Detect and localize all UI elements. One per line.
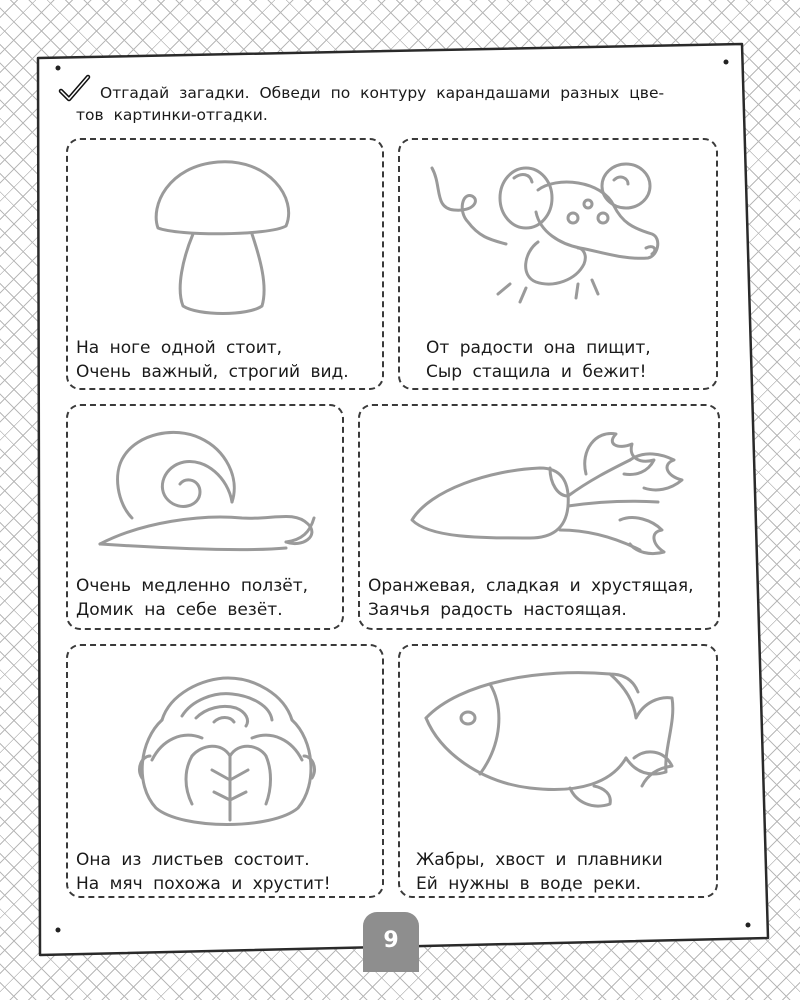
riddle-line-2: Очень важный, строгий вид.: [76, 362, 349, 382]
snail-picture[interactable]: [82, 414, 332, 554]
checkmark-icon: [58, 72, 94, 106]
riddle-line-1: От радости она пищит,: [426, 338, 651, 358]
riddle-line-2: Сыр стащила и бежит!: [426, 362, 647, 382]
riddle-line-1: На ноге одной стоит,: [76, 338, 283, 358]
mushroom-picture[interactable]: [148, 158, 298, 318]
mouse-picture[interactable]: [428, 156, 668, 316]
riddle-line-2: На мяч похожа и хрустит!: [76, 874, 331, 894]
instruction-line-1: Отгадай загадки. Обведи по контуру карандашами разных цве-: [100, 84, 665, 102]
riddle-line-2: Домик на себе везёт.: [76, 600, 283, 620]
instruction-text: [76, 82, 720, 126]
riddle-line-1: Оранжевая, сладкая и хрустящая,: [368, 576, 694, 596]
riddle-card-carrot: [358, 404, 720, 630]
fish-picture[interactable]: [420, 662, 700, 832]
riddle-card-mushroom: [66, 138, 384, 390]
riddle-card-fish: [398, 644, 718, 898]
riddle-card-cabbage: [66, 644, 384, 898]
riddle-card-snail: [66, 404, 344, 630]
riddle-card-mouse: [398, 138, 718, 390]
cabbage-picture[interactable]: [122, 660, 332, 830]
instruction-line-2: тов картинки-отгадки.: [76, 106, 268, 124]
riddle-line-2: Ей нужны в воде реки.: [416, 874, 642, 894]
riddle-line-1: Она из листьев состоит.: [76, 850, 310, 870]
riddle-line-1: Очень медленно ползёт,: [76, 576, 309, 596]
page-number: 9: [363, 912, 419, 972]
riddle-line-2: Заячья радость настоящая.: [368, 600, 627, 620]
carrot-picture[interactable]: [400, 420, 690, 560]
riddle-line-1: Жабры, хвост и плавники: [416, 850, 663, 870]
